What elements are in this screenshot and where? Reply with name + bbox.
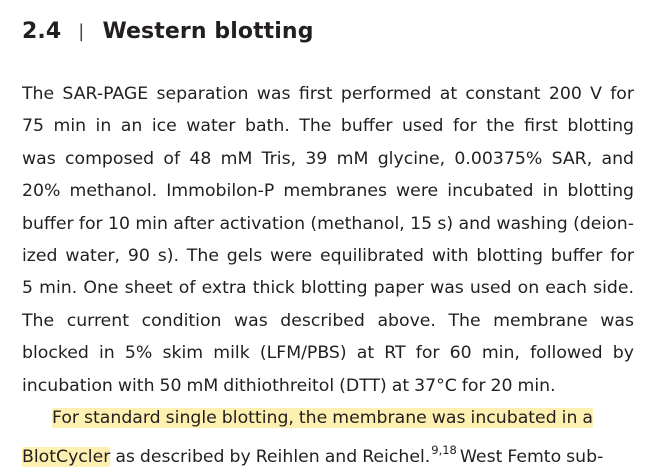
- text-line: The SAR-PAGE separation was first performed at constant 200 V for: [22, 84, 634, 104]
- text-line: 75 min in an ice water bath. The buffer used for the first blotting: [22, 116, 634, 137]
- text-line: buffer for 10 min after activation (methanol, 15 s) and washing (deion-: [22, 213, 634, 234]
- text-line: blocked in 5% skim milk (LFM/PBS) at RT for 60 min, followed by: [22, 343, 634, 364]
- text-line: The current condition was described above. The membrane was: [22, 310, 634, 331]
- highlighted-line: [22, 402, 634, 434]
- highlight: For standard single blotting, the membrane was incubated in a: [52, 407, 593, 428]
- text-line: 20% methanol. Immobilon-P membranes were incubated in blotting: [22, 181, 634, 202]
- section-title: Western blotting: [102, 18, 314, 44]
- text-line: was composed of 48 mM Tris, 39 mM glycine, 0.00375% SAR, and: [22, 148, 634, 169]
- sentence-tail: West Femto sub-: [459, 447, 604, 467]
- product-name: BlotCycler: [22, 447, 111, 467]
- text-line: ized water, 90 s). The gels were equilibrated with blotting buffer for: [22, 245, 634, 266]
- text-line: [22, 434, 634, 466]
- section-heading: [22, 14, 314, 48]
- section-separator: |: [78, 20, 85, 42]
- text-line: 5 min. One sheet of extra thick blotting paper was used on each side.: [22, 278, 634, 299]
- text-line: incubation with 50 mM dithiothreitol (DTT) at 37°C for 20 min.: [22, 375, 556, 396]
- section-number: 2.4: [22, 18, 62, 44]
- body-text: [22, 78, 634, 467]
- citation-refs[interactable]: 9,18: [431, 443, 457, 458]
- sentence-text: as described by Reihlen and Reichel.: [115, 447, 431, 467]
